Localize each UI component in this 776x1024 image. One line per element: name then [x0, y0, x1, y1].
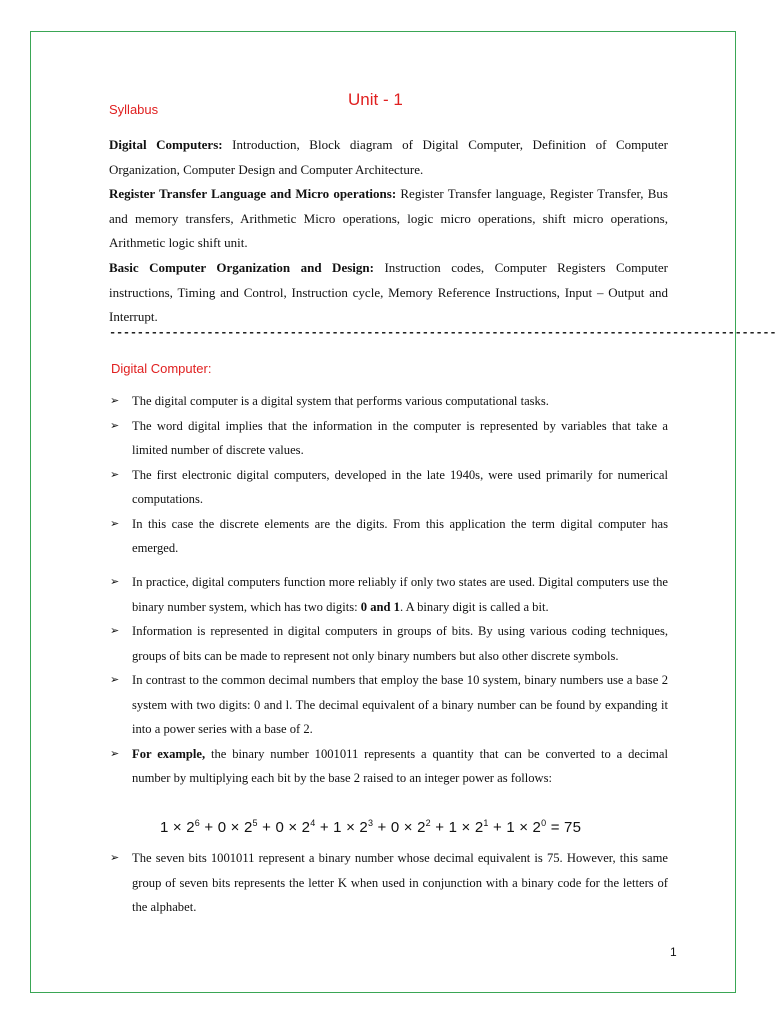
syllabus-text: Introduction, Block diagram of Digital Computer, Definition of Computer Organization, Computer Design and Computer Architecture. [109, 137, 668, 177]
bullet-bold-text: 0 and 1 [360, 599, 400, 614]
bullet-item [110, 846, 668, 920]
bullet-text: the binary number 1001011 represents a quantity that can be converted to a decimal number by multiplying each bit by the base 2 raised to an integer power as follows: [132, 746, 668, 785]
formula-term: $0 \times 2^4$ [275, 818, 316, 836]
bullet-text: The word digital implies that the information in the computer is represented by variables that take a limited number of discrete values. [132, 418, 668, 457]
syllabus-paragraph [109, 182, 668, 256]
bullet-bold-text: For example, [132, 746, 206, 761]
bullet-text: Information is represented in digital computers in groups of bits. By using various coding techniques, groups of bits can be made to represent not only binary numbers but also other discrete symbols. [132, 624, 668, 663]
bullet-list-c [110, 846, 668, 920]
formula-term: $1 \times 2^0$ [506, 818, 547, 836]
bullet-item [110, 389, 668, 414]
bullet-list-a [110, 389, 668, 561]
bullet-item [110, 512, 668, 561]
binary-expansion-formula: $1 \times 2^6 + 0 \times 2^5 + 0 \times 2^4 + 1 \times 2^3 + 0 \times 2^2 + 1 \times 2^1 + 1 \times 2^0 = 75$ [160, 818, 582, 836]
formula-term: $1 \times 2^1$ [448, 818, 489, 836]
bullet-text: . A binary digit is called a bit. [399, 599, 549, 614]
arrow-bullet-icon: ➢ [110, 575, 120, 588]
bullet-item [110, 619, 668, 668]
formula-result: 75 [564, 819, 582, 836]
bullet-item [110, 463, 668, 512]
arrow-bullet-icon: ➢ [110, 516, 120, 530]
bullet-text: In this case the discrete elements are the digits. From this application the term digital computer has emerged. [132, 516, 668, 555]
syllabus-heading: Basic Computer Organization and Design: [109, 259, 374, 275]
arrow-bullet-icon: ➢ [110, 624, 120, 637]
section-title: Digital Computer: [111, 361, 212, 376]
unit-title: Unit - 1 [348, 90, 403, 109]
formula-term: $0 \times 2^2$ [390, 818, 431, 836]
bullet-item [110, 570, 668, 619]
bullet-item [110, 668, 668, 742]
bullet-item [110, 742, 668, 791]
syllabus-text: Register Transfer language, Register Transfer, Bus and memory transfers, Arithmetic Micro operations, logic micro operations, shift micro operations, Arithmetic logic shift unit. [109, 186, 668, 251]
arrow-bullet-icon: ➢ [110, 467, 120, 481]
arrow-bullet-icon: ➢ [110, 673, 120, 686]
arrow-bullet-icon: ➢ [110, 418, 120, 432]
syllabus-heading: Digital Computers: [109, 137, 223, 152]
syllabus-text: Instruction codes, Computer Registers Computer instructions, Timing and Control, Instruction cycle, Memory Reference Instructions, Input – Output and Interrupt. [109, 259, 669, 325]
formula-term: $1 \times 2^6$ [160, 818, 201, 836]
section-divider: ------------------------------------------------------------------------------------------------ [109, 326, 776, 340]
page-number: 1 [670, 945, 677, 959]
arrow-bullet-icon: ➢ [110, 746, 120, 760]
syllabus-heading: Register Transfer Language and Micro operations: [109, 186, 397, 202]
syllabus-paragraph [109, 256, 668, 330]
formula-term: $1 \times 2^3$ [333, 818, 374, 836]
arrow-bullet-icon: ➢ [110, 394, 120, 407]
bullet-list-b [110, 570, 668, 791]
syllabus-paragraph [109, 133, 668, 182]
bullet-text: The seven bits 1001011 represent a binary number whose decimal equivalent is 75. However, this same group of seven bits represents the letter K when used in conjunction with a binary code for the letters of the alphabet. [132, 851, 668, 914]
syllabus-label: Syllabus [109, 102, 159, 117]
bullet-item [110, 414, 668, 463]
syllabus-block [109, 133, 668, 330]
bullet-text: In practice, digital computers function more reliably if only two states are used. Digital computers use the binary number system, which has two digits: [132, 575, 668, 614]
bullet-text: The first electronic digital computers, developed in the late 1940s, were used primarily for numerical computations. [132, 467, 668, 506]
bullet-text: The digital computer is a digital system that performs various computational tasks. [132, 394, 549, 408]
arrow-bullet-icon: ➢ [110, 851, 120, 864]
formula-term: $0 \times 2^5$ [217, 818, 258, 836]
bullet-text: In contrast to the common decimal numbers that employ the base 10 system, binary numbers use a base 2 system with two digits: 0 and l. The decimal equivalent of a binary number can be found by expanding it into a power series with a base of 2. [132, 673, 668, 736]
